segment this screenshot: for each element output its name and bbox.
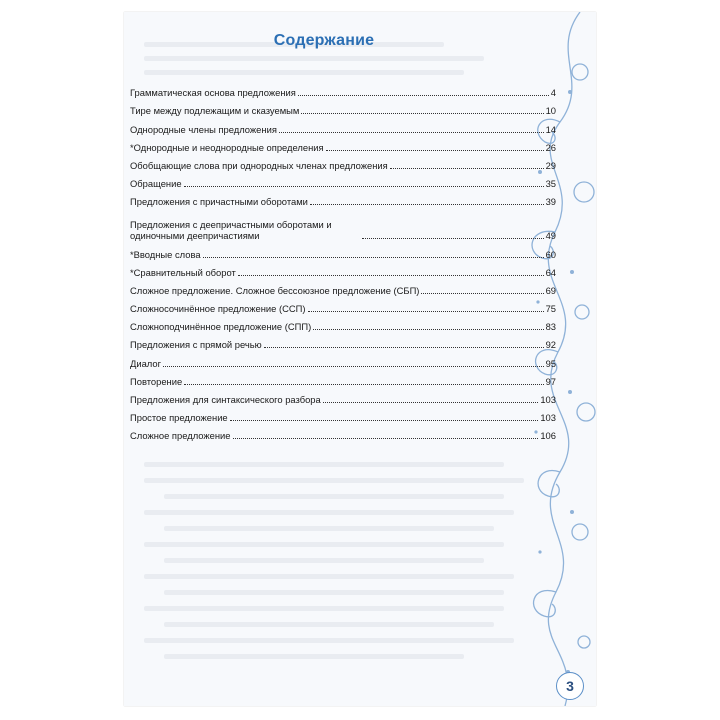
toc-entry-page: 14 <box>545 123 556 135</box>
dot-leader <box>421 293 543 294</box>
toc-entry-title: Повторение <box>130 375 183 387</box>
dot-leader <box>279 132 544 133</box>
toc-entry[interactable] <box>130 405 556 423</box>
dot-leader <box>298 95 549 96</box>
toc-entry-title: *Сравнительный оборот <box>130 266 236 278</box>
toc-entry[interactable] <box>130 116 556 134</box>
toc-entry-page: 106 <box>540 430 556 442</box>
toc-entry-title: Предложения с деепричастными оборотами и одиночными деепричастиями <box>130 219 332 242</box>
toc-entry-page: 4 <box>550 87 556 99</box>
toc-entry-title: *Вводные слова <box>130 248 201 260</box>
dot-leader <box>184 384 543 385</box>
toc-entry-title: Обобщающие слова при однородных членах предложения <box>130 159 388 171</box>
dot-leader <box>163 366 544 367</box>
dot-leader <box>313 329 543 330</box>
dot-leader <box>362 238 544 239</box>
toc-entry-page: 103 <box>540 394 556 405</box>
toc-entry[interactable] <box>130 369 556 387</box>
toc-entry-page: 10 <box>545 105 556 117</box>
toc-entry-title: *Однородные и неоднородные определения <box>130 141 324 153</box>
dot-leader <box>326 150 544 151</box>
dot-leader <box>264 347 544 348</box>
toc-entry-page: 39 <box>545 196 556 208</box>
toc-entry-title: Предложения с причастными оборотами <box>130 196 308 208</box>
toc-entry-title: Тире между подлежащим и сказуемым <box>130 105 300 117</box>
toc-entry-page: 97 <box>545 375 556 387</box>
toc-entry-title: Сложное предложение <box>130 430 231 442</box>
dot-leader <box>203 257 544 258</box>
toc-entry[interactable] <box>130 135 556 153</box>
toc-entry-title: Однородные члены предложения <box>130 123 277 135</box>
toc-entry-title: Диалог <box>130 357 162 369</box>
table-of-contents <box>130 80 556 441</box>
dot-leader <box>308 311 544 312</box>
page-number-badge: 3 <box>556 672 584 700</box>
toc-entry-page: 69 <box>545 284 556 296</box>
toc-entry-page: 35 <box>545 178 556 190</box>
page-title: Содержание <box>273 32 375 49</box>
toc-entry[interactable] <box>130 423 556 441</box>
toc-entry-page: 26 <box>545 141 556 153</box>
toc-entry-page: 83 <box>545 321 556 333</box>
toc-entry[interactable] <box>130 350 556 368</box>
dot-leader <box>238 275 544 276</box>
book-page <box>124 12 596 706</box>
dot-leader <box>233 438 539 439</box>
dot-leader <box>390 168 544 169</box>
toc-entry[interactable] <box>130 189 556 207</box>
toc-entry-page: 60 <box>545 248 556 260</box>
toc-entry-title: Предложения для синтаксического разбора <box>130 394 321 405</box>
toc-entry-page: 95 <box>545 357 556 369</box>
toc-entry[interactable] <box>130 314 556 332</box>
toc-entry[interactable] <box>130 332 556 350</box>
dot-leader <box>184 186 544 187</box>
toc-entry[interactable] <box>130 387 556 405</box>
toc-entry-page: 49 <box>545 230 556 242</box>
toc-entry[interactable] <box>130 241 556 259</box>
toc-entry[interactable] <box>130 171 556 189</box>
toc-entry-title: Предложения с прямой речью <box>130 339 262 351</box>
toc-entry[interactable] <box>130 207 556 241</box>
dot-leader <box>310 204 544 205</box>
toc-entry[interactable] <box>130 260 556 278</box>
toc-entry[interactable] <box>130 98 556 116</box>
toc-entry-page: 64 <box>545 266 556 278</box>
toc-entry-page: 103 <box>540 412 556 424</box>
toc-entry-title: Простое предложение <box>130 412 228 424</box>
toc-entry-title: Сложносочинённое предложение (ССП) <box>130 303 306 315</box>
toc-entry[interactable] <box>130 296 556 314</box>
toc-entry-title: Грамматическая основа предложения <box>130 87 296 99</box>
toc-entry[interactable] <box>130 278 556 296</box>
toc-entry[interactable] <box>130 80 556 98</box>
toc-entry-page: 92 <box>545 339 556 351</box>
toc-entry[interactable] <box>130 153 556 171</box>
dot-leader <box>301 113 543 114</box>
toc-entry-title: Обращение <box>130 178 182 190</box>
toc-entry-title: Сложное предложение. Сложное бессоюзное предложение (СБП) <box>130 284 420 296</box>
dot-leader <box>323 402 539 403</box>
toc-entry-title: Сложноподчинённое предложение (СПП) <box>130 321 312 333</box>
dot-leader <box>230 420 539 421</box>
toc-entry-page: 29 <box>545 159 556 171</box>
toc-entry-page: 75 <box>545 303 556 315</box>
